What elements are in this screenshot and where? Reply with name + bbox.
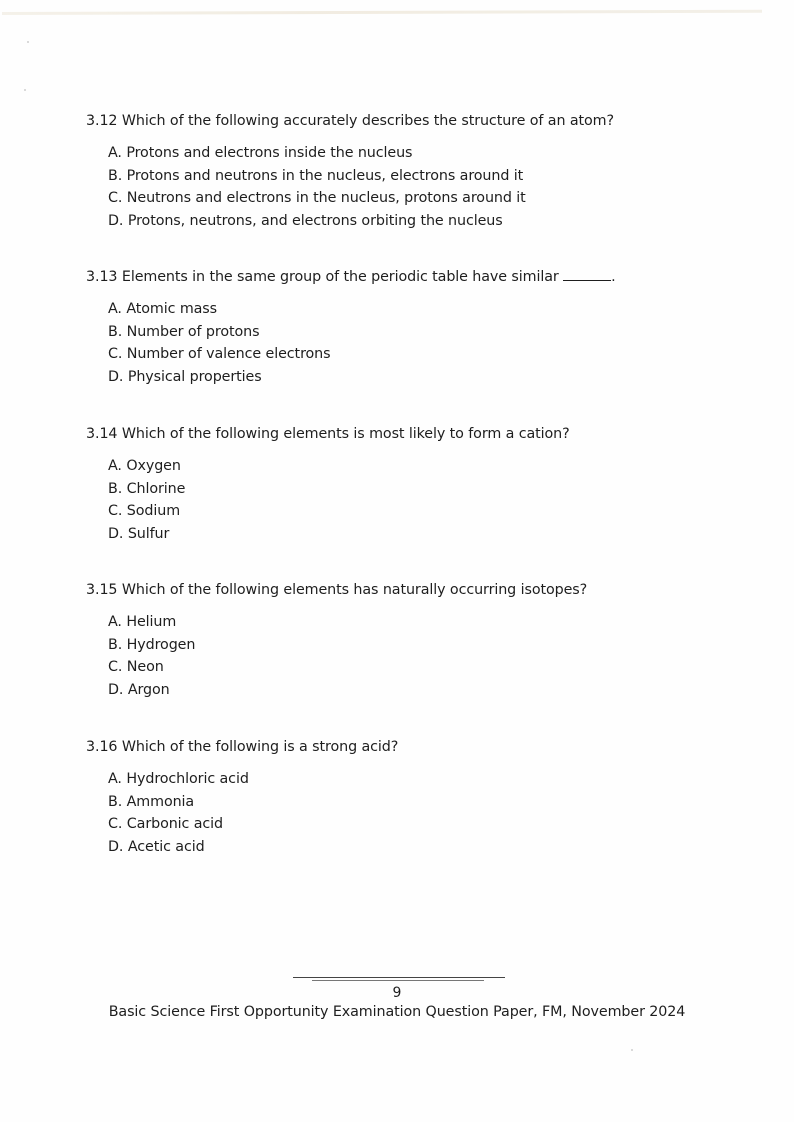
option-c: C. Neon bbox=[108, 659, 164, 675]
footer-divider bbox=[293, 977, 505, 978]
option-b: B. Hydrogen bbox=[108, 636, 196, 653]
question-text bbox=[86, 111, 614, 131]
option-a: A. Hydrochloric acid bbox=[108, 771, 249, 787]
option-d: D. Argon bbox=[108, 681, 170, 698]
scan-artifact-line bbox=[2, 10, 762, 15]
option-a: A. Oxygen bbox=[108, 458, 181, 474]
option-c: C. Sodium bbox=[108, 503, 181, 519]
options-list bbox=[86, 455, 570, 545]
option-d: D. Acetic acid bbox=[108, 838, 205, 855]
option-a: A. Protons and electrons inside the nucleus bbox=[108, 145, 413, 161]
question-stem: Which of the following elements has naturally occurring isotopes? bbox=[121, 582, 588, 598]
question-stem: Elements in the same group of the periodic table have similar bbox=[121, 269, 559, 285]
options-list bbox=[86, 611, 587, 701]
question-number: 3.15 bbox=[86, 582, 118, 598]
question-3-13 bbox=[86, 267, 616, 388]
question-stem: Which of the following elements is most likely to form a cation? bbox=[121, 426, 570, 442]
option-a: A. Helium bbox=[108, 614, 177, 630]
question-number: 3.13 bbox=[86, 269, 118, 285]
question-stem: Which of the following is a strong acid? bbox=[121, 739, 399, 755]
option-d: D. Physical properties bbox=[108, 368, 262, 385]
footer-title: Basic Science First Opportunity Examination Question Paper, FM, November 2024 bbox=[108, 1004, 686, 1020]
option-c: C. Number of valence electrons bbox=[108, 346, 331, 362]
question-suffix: . bbox=[611, 269, 616, 285]
question-3-15 bbox=[86, 580, 587, 701]
option-c: C. Carbonic acid bbox=[108, 816, 224, 832]
question-text bbox=[86, 424, 570, 444]
option-d: D. Sulfur bbox=[108, 525, 170, 542]
footer-divider-inner bbox=[312, 980, 484, 981]
options-list bbox=[86, 768, 398, 858]
question-text bbox=[86, 737, 398, 757]
question-3-16 bbox=[86, 737, 398, 858]
option-d: D. Protons, neutrons, and electrons orbiting the nucleus bbox=[108, 212, 503, 229]
question-3-14 bbox=[86, 424, 570, 545]
question-stem: Which of the following accurately describes the structure of an atom? bbox=[121, 113, 614, 129]
question-number: 3.16 bbox=[86, 739, 118, 755]
option-b: B. Ammonia bbox=[108, 793, 195, 810]
scan-speck bbox=[631, 1049, 633, 1051]
option-c: C. Neutrons and electrons in the nucleus, protons around it bbox=[108, 190, 526, 206]
question-text bbox=[86, 580, 587, 600]
options-list bbox=[86, 142, 614, 232]
question-text bbox=[86, 267, 616, 287]
question-3-12 bbox=[86, 111, 614, 232]
option-b: B. Chlorine bbox=[108, 480, 186, 497]
scan-speck bbox=[24, 89, 26, 91]
fill-in-blank-line bbox=[563, 268, 611, 281]
option-b: B. Number of protons bbox=[108, 323, 260, 340]
scan-speck bbox=[27, 41, 29, 43]
options-list bbox=[86, 298, 616, 388]
question-number: 3.14 bbox=[86, 426, 118, 442]
page-number: 9 bbox=[392, 985, 402, 1001]
option-b: B. Protons and neutrons in the nucleus, electrons around it bbox=[108, 167, 524, 184]
option-a: A. Atomic mass bbox=[108, 301, 217, 317]
question-number: 3.12 bbox=[86, 113, 118, 129]
